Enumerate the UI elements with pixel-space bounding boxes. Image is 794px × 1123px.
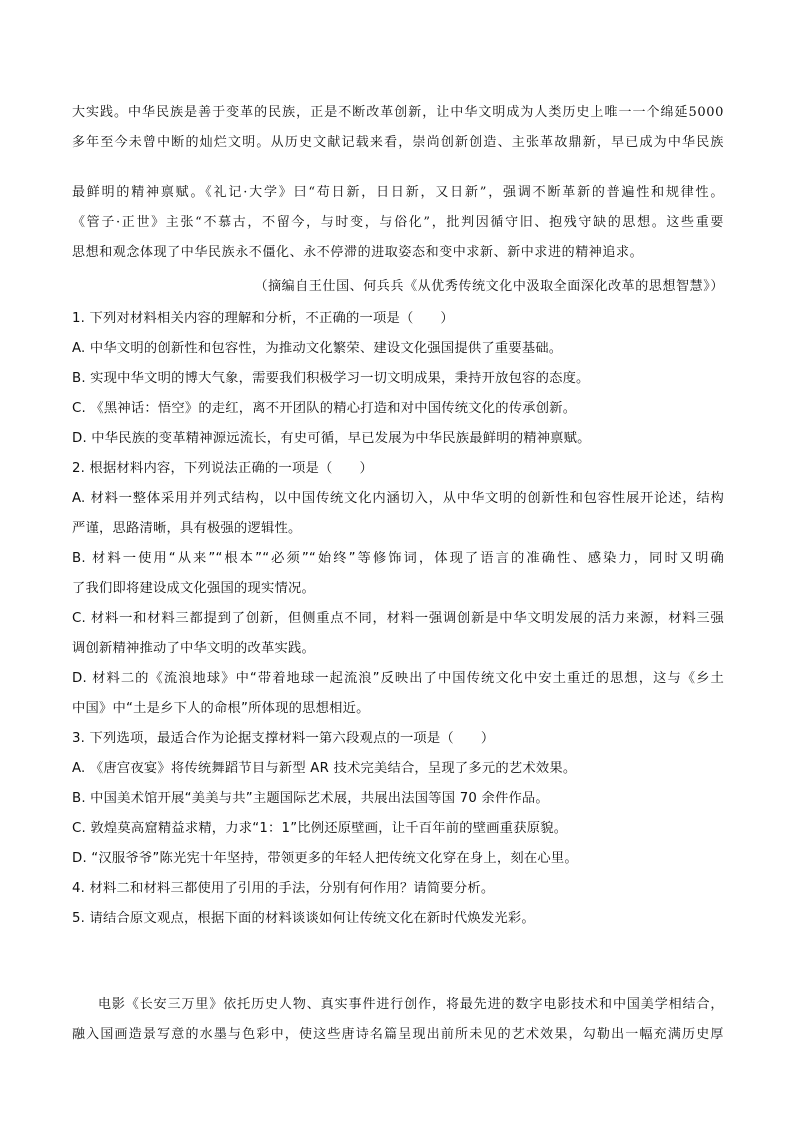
option: B. 中国美术馆开展“美美与共”主题国际艺术展，共展出法国等国 70 余件作品。 <box>72 791 549 806</box>
source-text: （摘编自王仕国、何兵兵《从优秀传统文化中汲取全面深化改革的思想智慧》） <box>254 279 724 294</box>
option: B. 实现中华文明的博大气象，需要我们积极学习一切文明成果，秉持开放包容的态度。 <box>72 371 590 386</box>
option: A. 中华文明的创新性和包容性，为推动文化繁荣、建设文化强国提供了重要基础。 <box>72 341 563 356</box>
option: D. 材料二的《流浪地球》中“带着地球一起流浪”反映出了中国传统文化中安土重迁的思想，这与《乡土 <box>72 671 724 686</box>
option-continued: 严谨，思路清晰，具有极强的逻辑性。 <box>72 521 302 536</box>
option: A. 材料一整体采用并列式结构，以中国传统文化内涵切入，从中华文明的创新性和包容性展开论述，结构 <box>72 491 724 506</box>
question-stem: 4. 材料二和材料三都使用了引用的手法，分别有何作用？请简要分析。 <box>72 881 495 896</box>
option-continued: 调创新精神推动了中华文明的改革实践。 <box>72 641 315 656</box>
passage-line: 融入国画造景写意的水墨与色彩中，使这些唐诗名篇呈现出前所未见的艺术效果，勾勒出一幅充满历史厚 <box>72 1027 724 1042</box>
option-continued: 了我们即将建设成文化强国的现实情况。 <box>72 581 315 596</box>
passage-top <box>72 98 724 158</box>
option: D. 中华民族的变革精神源远流长，有史可循，早已发展为中华民族最鲜明的精神禀赋。 <box>72 431 591 446</box>
passage-line: 思想和观念体现了中华民族永不僵化、永不停滞的进取姿态和变中求新、新中求进的精神追求。 <box>72 245 644 260</box>
question-stem: 2. 根据材料内容，下列说法正确的一项是（ ） <box>72 461 373 476</box>
question-stem: 3. 下列选项，最适合作为论据支撑材料一第六段观点的一项是（ ） <box>72 731 495 746</box>
passage-line: 多年至今未曾中断的灿烂文明。从历史文献记载来看，崇尚创新创造、主张革故鼎新，早已成为中华民族 <box>72 135 724 150</box>
passage-line: 大实践。中华民族是善于变革的民族，正是不断改革创新，让中华文明成为人类历史上唯一一个绵延5000 <box>72 105 724 120</box>
option: C. 材料一和材料三都提到了创新，但侧重点不同，材料一强调创新是中华文明发展的活力来源，材料三强 <box>72 611 724 626</box>
option: B. 材料一使用“从来”“根本”“必须”“始终”等修饰词，体现了语言的准确性、感染力，同时又明确 <box>72 551 724 566</box>
passage-line: 电影《长安三万里》依托历史人物、真实事件进行创作，将最先进的数字电影技术和中国美学相结合， <box>98 997 724 1012</box>
option: D. “汉服爷爷”陈光宪十年坚持，带领更多的年轻人把传统文化穿在身上，刻在心里。 <box>72 851 578 866</box>
questions <box>72 304 724 934</box>
option: A. 《唐宫夜宴》将传统舞蹈节目与新型 AR 技术完美结合，呈现了多元的艺术效果。 <box>72 761 577 776</box>
passage-middle <box>72 178 724 268</box>
question-stem: 5. 请结合原文观点，根据下面的材料谈谈如何让传统文化在新时代焕发光彩。 <box>72 911 535 926</box>
option-continued: 中国》中“土是乡下人的命根”所体现的思想相近。 <box>72 701 370 716</box>
passage-bottom <box>72 990 724 1050</box>
option: C. 敦煌莫高窟精益求精，力求“1：1”比例还原壁画，让千百年前的壁画重获原貌。 <box>72 821 568 836</box>
passage-line: 最鲜明的精神禀赋。《礼记·大学》曰“苟日新，日日新，又日新”，强调不断革新的普遍性和规律性。 <box>72 185 724 200</box>
option: C. 《黑神话：悟空》的走红，离不开团队的精心打造和对中国传统文化的传承创新。 <box>72 401 577 416</box>
source-citation <box>72 272 724 302</box>
passage-line: 《管子·正世》主张“不慕古，不留今，与时变，与俗化”，批判因循守旧、抱残守缺的思想。这些重要 <box>72 215 724 230</box>
question-stem: 1. 下列对材料相关内容的理解和分析，不正确的一项是（ ） <box>72 311 454 326</box>
